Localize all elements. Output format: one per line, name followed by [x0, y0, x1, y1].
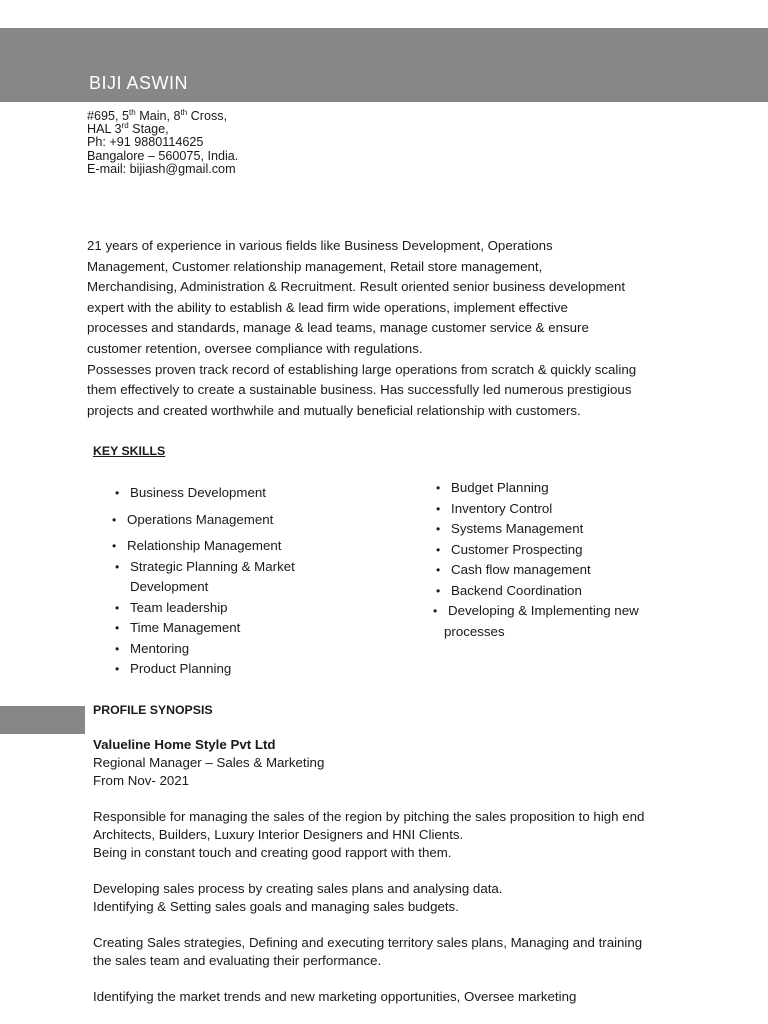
- skill-item: • Budget Planning: [451, 478, 639, 499]
- summary-line: them effectively to create a sustainable business. Has successfully led numerous prestigious: [87, 382, 632, 398]
- responsibility-line: Developing sales process by creating sales plans and analysing data.: [93, 881, 503, 896]
- key-skills-heading: KEY SKILLS: [93, 444, 166, 458]
- contact-block: [87, 110, 238, 176]
- skill-item-line: • Strategic Planning & Market: [130, 558, 295, 574]
- responsibility-paragraph: [93, 988, 733, 1006]
- skills-list-left: [127, 483, 295, 680]
- skill-item: [444, 601, 639, 642]
- summary-line: Management, Customer relationship management, Retail store management,: [87, 258, 543, 274]
- skill-item-line: • Developing & Implementing new: [448, 603, 639, 618]
- skill-item: [130, 557, 295, 598]
- address-line-1-part-a: #695, 5: [87, 109, 130, 123]
- skill-item: • Cash flow management: [451, 560, 639, 581]
- skill-item-line: Development: [130, 579, 209, 594]
- job-role: Regional Manager – Sales & Marketing: [93, 755, 325, 770]
- summary-line: processes and standards, manage & lead teams, manage customer service & ensure: [87, 320, 589, 336]
- skill-item: • Operations Management: [127, 510, 295, 531]
- job-entry: [93, 736, 733, 1006]
- profile-synopsis-heading: PROFILE SYNOPSIS: [93, 703, 213, 717]
- summary-line: 21 years of experience in various fields like Business Development, Operations: [87, 238, 553, 253]
- candidate-name: BIJI ASWIN: [89, 73, 189, 93]
- skill-item: • Customer Prospecting: [451, 540, 639, 561]
- responsibility-line: Architects, Builders, Luxury Interior Designers and HNI Clients.: [93, 827, 464, 842]
- skill-item: • Business Development: [130, 483, 295, 504]
- responsibility-line: Identifying the market trends and new marketing opportunities, Oversee marketing: [93, 989, 577, 1004]
- skill-item: • Relationship Management: [127, 536, 295, 557]
- summary-line: customer retention, oversee compliance with regulations.: [87, 340, 423, 356]
- skill-item: • Product Planning: [130, 659, 295, 680]
- responsibility-line: Identifying & Setting sales goals and managing sales budgets.: [93, 899, 459, 914]
- responsibility-line: Responsible for managing the sales of the region by pitching the sales proposition to high end: [93, 809, 645, 824]
- skills-list-right: [444, 478, 639, 642]
- job-period: From Nov- 2021: [93, 773, 190, 788]
- summary-line: Merchandising, Administration & Recruitment. Result oriented senior business development: [87, 279, 626, 295]
- ordinal-suffix: th: [180, 108, 188, 117]
- summary-line: Possesses proven track record of establishing large operations from scratch & quickly scaling: [87, 361, 637, 377]
- skill-item-line: processes: [444, 623, 505, 639]
- responsibility-paragraph: [93, 808, 733, 862]
- address-line-1-part-c: Cross,: [187, 109, 228, 123]
- ordinal-suffix: rd: [121, 121, 129, 131]
- address-line-2-part-b: Stage,: [128, 122, 169, 137]
- summary-line: projects and created worthwhile and mutually beneficial relationship with customers.: [87, 402, 581, 418]
- skill-item: • Systems Management: [451, 519, 639, 540]
- summary-line: expert with the ability to establish & lead firm wide operations, implement effective: [87, 299, 568, 315]
- skill-item: • Team leadership: [130, 598, 295, 619]
- city-line: Bangalore – 560075, India.: [87, 148, 239, 163]
- professional-summary: [87, 236, 707, 421]
- responsibility-line: Creating Sales strategies, Defining and executing territory sales plans, Managing and training: [93, 935, 643, 950]
- responsibility-line: the sales team and evaluating their performance.: [93, 953, 382, 968]
- email: E-mail: bijiash@gmail.com: [87, 161, 236, 176]
- address-line-1-part-b: Main, 8: [135, 109, 181, 123]
- ordinal-suffix: th: [129, 108, 136, 117]
- address-line-2-part-a: HAL 3: [87, 122, 122, 137]
- responsibility-paragraph: [93, 934, 733, 970]
- skill-item: • Time Management: [130, 618, 295, 639]
- company-name: Valueline Home Style Pvt Ltd: [93, 737, 276, 752]
- skill-item: • Backend Coordination: [451, 581, 639, 602]
- skill-item: • Inventory Control: [451, 499, 639, 520]
- responsibility-paragraph: [93, 880, 733, 916]
- phone: Ph: +91 9880114625: [87, 135, 204, 150]
- section-marker-band: [0, 706, 85, 734]
- responsibility-line: Being in constant touch and creating good rapport with them.: [93, 845, 452, 860]
- skill-item: • Mentoring: [130, 639, 295, 660]
